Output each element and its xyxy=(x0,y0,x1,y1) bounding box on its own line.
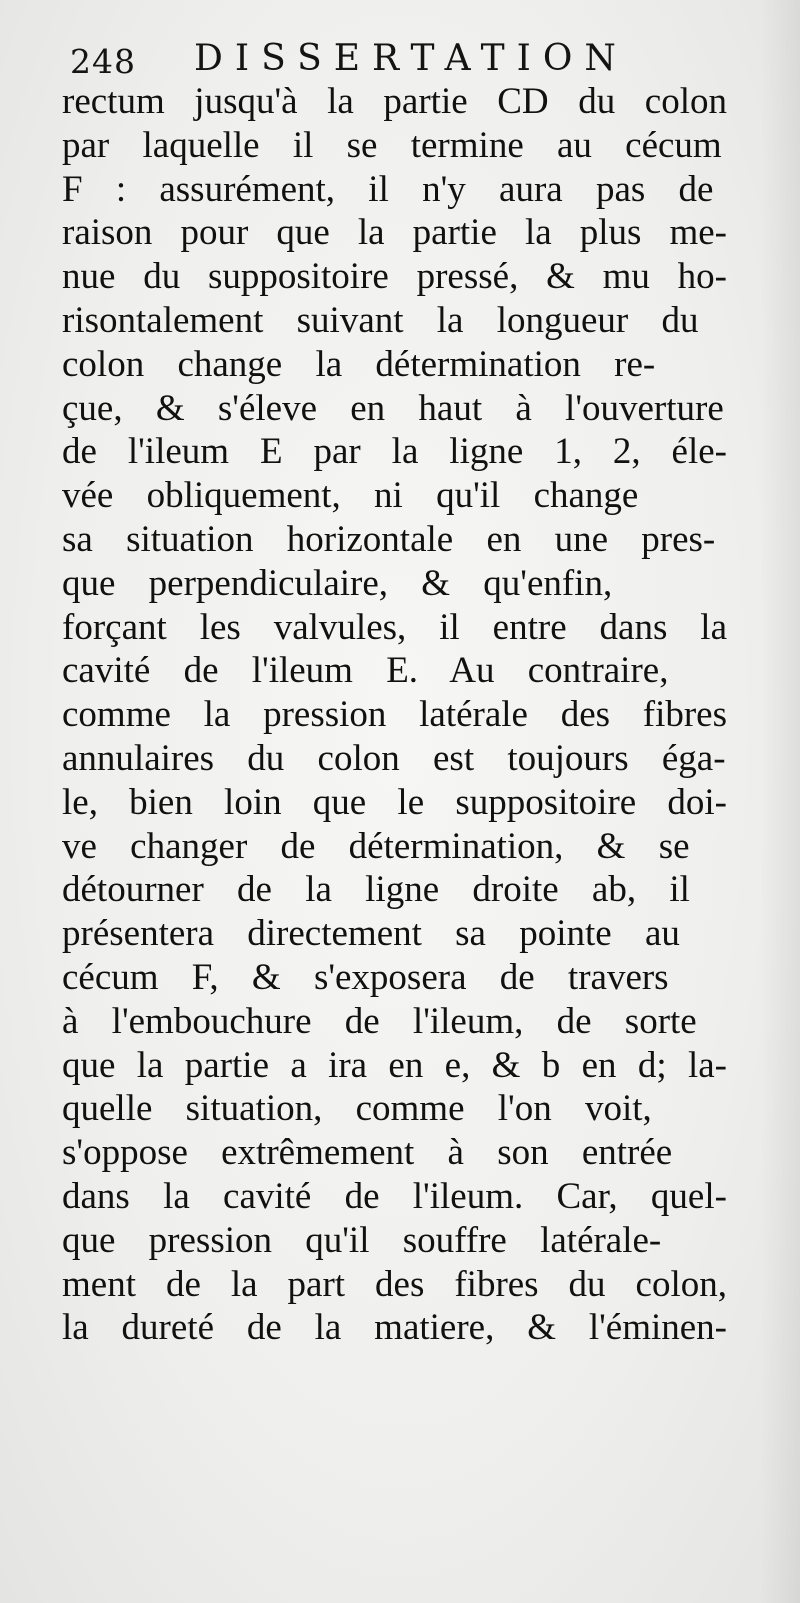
text-line: dans la cavité de l'ileum. Car, quel- xyxy=(62,1175,727,1217)
text-line: çue, & s'éleve en haut à l'ouverture xyxy=(62,387,724,429)
text-line: risontalement suivant la longueur du xyxy=(62,299,699,341)
text-line: ve changer de détermination, & se xyxy=(62,825,690,867)
text-line: annulaires du colon est toujours éga- xyxy=(62,737,726,779)
text-line: que perpendiculaire, & qu'enfin, xyxy=(62,562,613,604)
text-line: que la partie a ira en e, & b en d; la- xyxy=(62,1044,727,1086)
page-edge-shadow xyxy=(760,0,800,1603)
text-line: sa situation horizontale en une pres- xyxy=(62,518,716,560)
text-line: vée obliquement, ni qu'il change xyxy=(62,475,639,517)
text-line: colon change la détermination re- xyxy=(62,343,656,385)
text-line: cavité de l'ileum E. Au contraire, xyxy=(62,650,669,692)
text-line: s'oppose extrêmement à son entrée xyxy=(62,1132,673,1174)
text-line: à l'embouchure de l'ileum, de sorte xyxy=(62,1000,697,1042)
text-line: que pression qu'il souffre latérale- xyxy=(62,1219,662,1261)
text-line: ment de la part des fibres du colon, xyxy=(62,1263,727,1305)
text-line: comme la pression latérale des fibres xyxy=(62,694,727,736)
text-line: par laquelle il se termine au cécum xyxy=(62,124,722,166)
text-line: présentera directement sa pointe au xyxy=(62,913,680,955)
text-line: le, bien loin que le suppositoire doi- xyxy=(62,781,727,823)
page-number: 248 xyxy=(70,42,136,81)
text-line: la dureté de la matiere, & l'éminen- xyxy=(62,1307,727,1349)
body-text xyxy=(62,80,742,1350)
text-line: cécum F, & s'exposera de travers xyxy=(62,956,669,998)
text-line: nue du suppositoire pressé, & mu ho- xyxy=(62,256,727,298)
text-line: F : assurément, il n'y aura pas de xyxy=(62,168,714,210)
text-line: de l'ileum E par la ligne 1, 2, éle- xyxy=(62,431,727,473)
text-line: raison pour que la partie la plus me- xyxy=(62,212,727,254)
text-line: forçant les valvules, il entre dans la xyxy=(62,606,727,648)
text-line: quelle situation, comme l'on voit, xyxy=(62,1088,652,1130)
text-line: détourner de la ligne droite ab, il xyxy=(62,869,690,911)
running-title: DISSERTATION xyxy=(194,38,628,79)
text-line: rectum jusqu'à la partie CD du colon xyxy=(62,81,727,122)
